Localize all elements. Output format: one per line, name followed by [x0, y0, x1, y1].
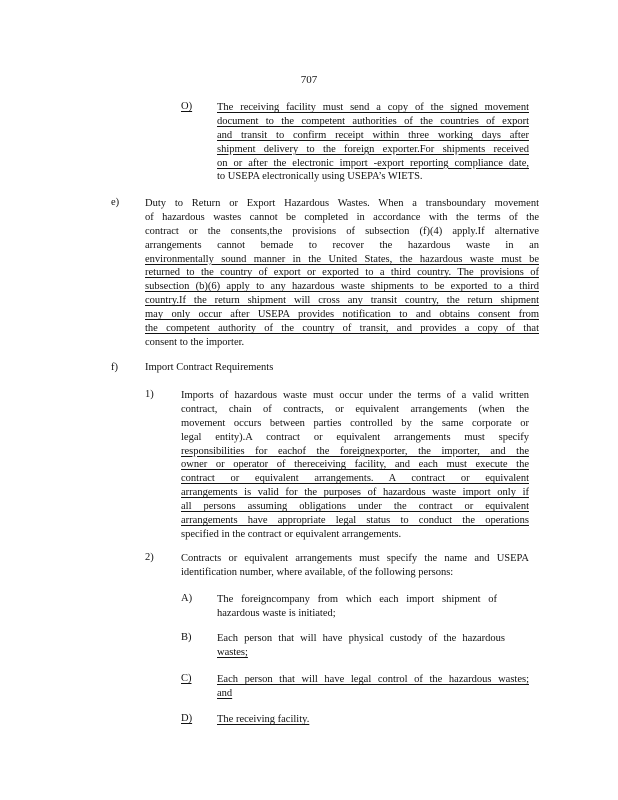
section-e-line: subsection (b)(6) apply to any hazardous waste shipments to be exported to a third: [145, 281, 539, 293]
section-e-text: [145, 197, 539, 350]
section-e-line: of hazardous wastes cannot be completed in accordance with the terms of the: [145, 211, 539, 223]
sub-item-line: The receiving facility.: [217, 714, 310, 725]
item-1-label: 1): [145, 389, 154, 400]
item-o-line: and transit to confirm receipt within three working days after: [217, 129, 529, 141]
item-o-line: on or after the electronic import -export reporting compliance date,: [217, 157, 529, 169]
item-1-line: responsibilities for eachof the foreignexporter, the importer, and the: [181, 445, 529, 457]
sub-item-line: Each person that will have legal control of the hazardous wastes;: [217, 674, 529, 685]
sub-item-line: The foreigncompany from which each import shipment of: [217, 594, 497, 605]
sub-item-c-label: C): [181, 673, 192, 684]
item-1-line: contract or equivalent arrangements. A contract or equivalent: [181, 473, 529, 485]
section-f-label: f): [111, 362, 118, 373]
section-e-line: the competent authority of the country of transit, and provides a copy of that: [145, 323, 539, 335]
item-o-label: O): [181, 101, 193, 112]
section-e-label: e): [111, 197, 120, 208]
sub-item-a-label: A): [181, 593, 193, 604]
section-e-line: country.If the return shipment will cross any transit country, the return shipment: [145, 295, 539, 307]
sub-item-line: Each person that will have physical custody of the hazardous: [217, 633, 505, 644]
item-2-line: Contracts or equivalent arrangements must specify the name and USEPA: [181, 553, 529, 564]
sub-item-a-text: [217, 593, 497, 621]
sub-item-c-text: [217, 673, 529, 701]
sub-item-d-text: [217, 713, 417, 727]
item-1-line: arrangements is valid for the purposes of hazardous waste import only if: [181, 487, 529, 499]
item-1-text: [181, 389, 529, 542]
item-2-line: identification number, where available, of the following persons:: [181, 566, 454, 578]
item-o-line: document to the competent authorities of the countries of export: [217, 115, 529, 127]
section-e-line: environmentally sound manner in the United States, the hazardous waste must be: [145, 253, 539, 265]
item-2-text: [181, 552, 529, 580]
item-1-line: movement occurs between parties controlled by the same corporate or: [181, 417, 529, 429]
item-1-line: Imports of hazardous waste must occur under the terms of a valid written: [181, 390, 529, 401]
item-1-line: owner or operator of thereceiving facility, and each must execute the: [181, 459, 529, 471]
section-e-line: contract or the consents,the provisions of subsection (f)(4) apply.If alternative: [145, 225, 539, 237]
item-1-line: contract, chain of contracts, or equivalent arrangements (when the: [181, 403, 529, 415]
sub-item-d-label: D): [181, 713, 193, 724]
section-e-line: Duty to Return or Export Hazardous Wastes. When a transboundary movement: [145, 198, 539, 209]
item-1-line: arrangements have appropriate legal status to conduct the operations: [181, 515, 529, 527]
item-1-line: all persons assuming obligations under the contract or equivalent: [181, 501, 529, 513]
section-f-title: Import Contract Requirements: [145, 362, 274, 373]
item-o-line: to USEPA electronically using USEPA’s WIETS.: [217, 171, 423, 183]
item-1-line: specified in the contract or equivalent arrangements.: [181, 528, 402, 540]
sub-item-b-text: [217, 632, 505, 660]
section-e-line: returned to the country of export or exported to a third country. The provisions of: [145, 267, 539, 279]
item-o-text: [217, 101, 529, 184]
section-e-line: consent to the importer.: [145, 336, 245, 348]
sub-item-line: hazardous waste is initiated;: [217, 607, 336, 619]
section-e-line: arrangements cannot bemade to recover the hazardous waste in an: [145, 239, 539, 251]
item-o-line: shipment delivery to the foreign exporter.For shipments received: [217, 143, 529, 155]
sub-item-line: wastes;: [217, 646, 248, 658]
page-number: 707: [300, 74, 318, 86]
sub-item-line: and: [217, 687, 233, 699]
item-1-line: legal entity).A contract or equivalent arrangements must specify: [181, 431, 529, 443]
item-o-line: The receiving facility must send a copy of the signed movement: [217, 102, 529, 113]
item-2-label: 2): [145, 552, 154, 563]
sub-item-b-label: B): [181, 632, 192, 643]
section-e-line: may only occur after USEPA provides notification to and obtains consent from: [145, 309, 539, 321]
